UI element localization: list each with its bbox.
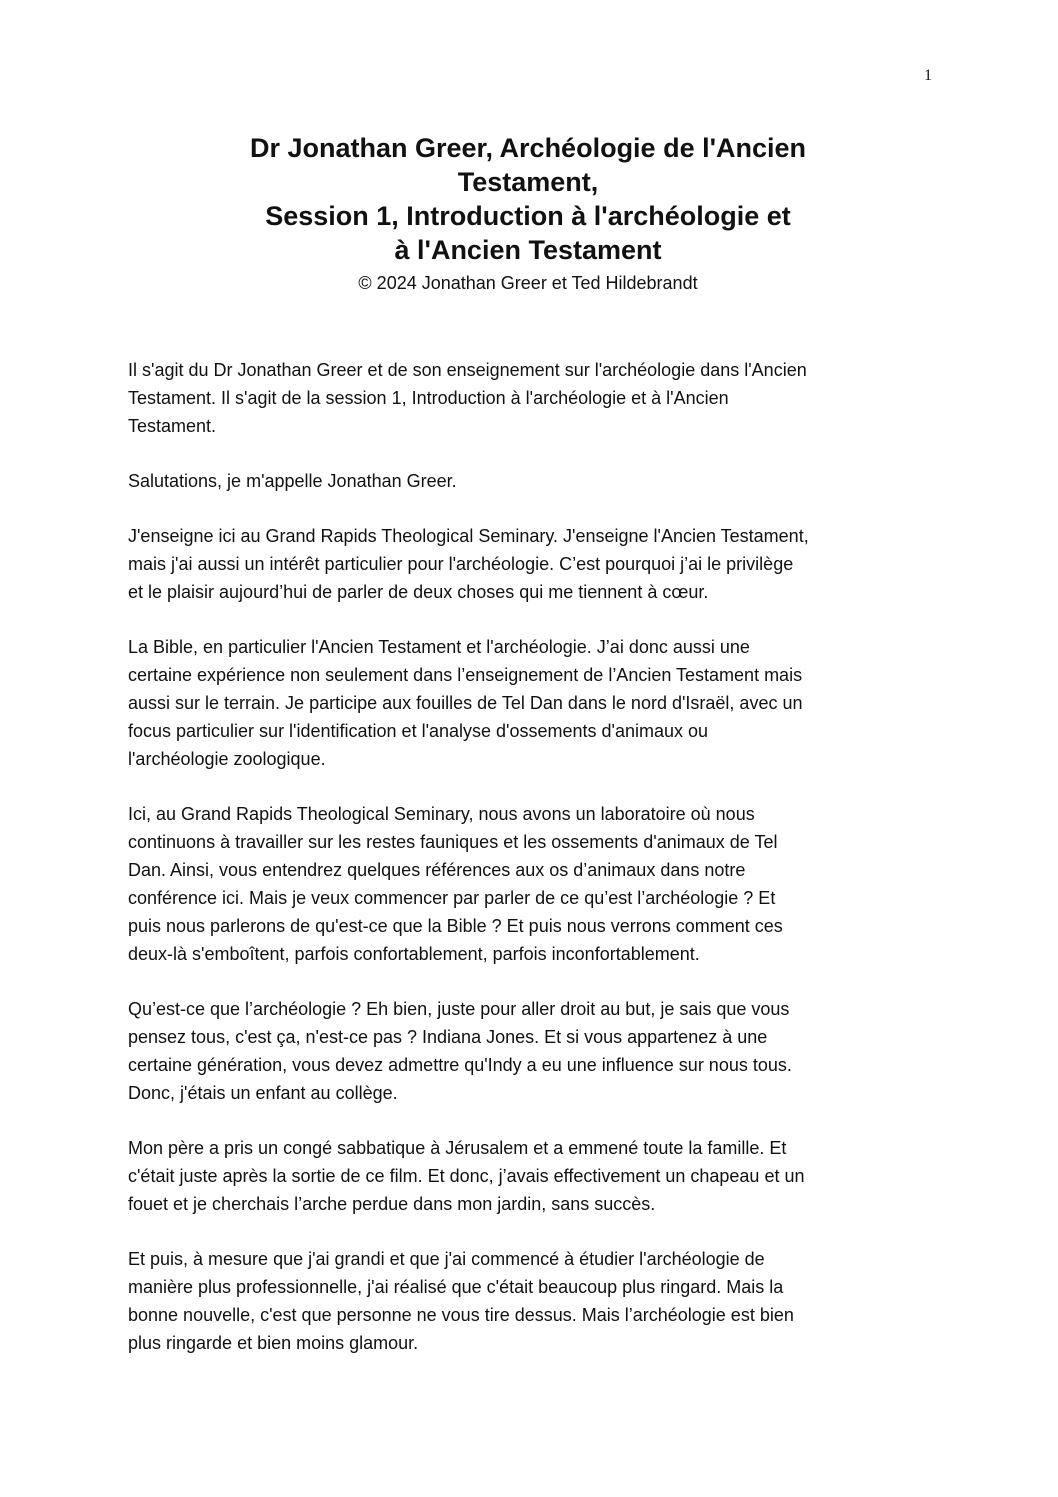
text-line: Qu’est-ce que l’archéologie ? Eh bien, juste pour aller droit au but, je sais que vous (128, 999, 790, 1019)
text-line: Testament. (128, 416, 217, 436)
text-line: aussi sur le terrain. Je participe aux fouilles de Tel Dan dans le nord d'Israël, avec un (128, 693, 803, 713)
text-line: Donc, j'étais un enfant au collège. (128, 1083, 398, 1103)
document-title-line: Session 1, Introduction à l'archéologie et (265, 201, 791, 231)
paragraph-greeting (128, 467, 928, 495)
paragraph-sabbatical (128, 1134, 928, 1218)
text-line: c'était juste après la sortie de ce film. Et donc, j’avais effectivement un chapeau et un (128, 1166, 805, 1186)
paragraph-teaching (128, 522, 928, 606)
text-line: deux-là s'emboîtent, parfois confortablement, parfois inconfortablement. (128, 944, 700, 964)
text-line: certaine expérience non seulement dans l’enseignement de l’Ancien Testament mais (128, 665, 803, 685)
text-line: plus ringarde et bien moins glamour. (128, 1333, 419, 1353)
paragraph-experience (128, 633, 928, 773)
text-line: mais j'ai aussi un intérêt particulier pour l'archéologie. C’est pourquoi j’ai le privilège (128, 554, 794, 574)
document-title-line: Testament, (457, 167, 599, 197)
page-number: 1 (924, 67, 932, 84)
text-line: Et puis, à mesure que j'ai grandi et que j'ai commencé à étudier l'archéologie de (128, 1249, 765, 1269)
text-line: La Bible, en particulier l'Ancien Testament et l'archéologie. J’ai donc aussi une (128, 637, 750, 657)
copyright-notice: © 2024 Jonathan Greer et Ted Hildebrandt (358, 273, 698, 293)
document-body (128, 356, 928, 1384)
document-title-line: à l'Ancien Testament (394, 235, 662, 265)
text-line: et le plaisir aujourd’hui de parler de deux choses qui me tiennent à cœur. (128, 582, 709, 602)
document-title-line: Dr Jonathan Greer, Archéologie de l'Ancien (249, 133, 807, 163)
text-line: manière plus professionnelle, j'ai réalisé que c'était beaucoup plus ringard. Mais la (128, 1277, 784, 1297)
paragraph-indiana-jones (128, 995, 928, 1107)
paragraph-laboratory (128, 800, 928, 968)
document-title-block (128, 131, 928, 295)
text-line: fouet et je cherchais l’arche perdue dans mon jardin, sans succès. (128, 1194, 656, 1214)
text-line: certaine génération, vous devez admettre qu'Indy a eu une influence sur nous tous. (128, 1055, 792, 1075)
text-line: Testament. Il s'agit de la session 1, Introduction à l'archéologie et à l'Ancien (128, 388, 729, 408)
text-line: Salutations, je m'appelle Jonathan Greer. (128, 471, 457, 491)
text-line: Il s'agit du Dr Jonathan Greer et de son enseignement sur l'archéologie dans l'Ancien (128, 360, 807, 380)
text-line: pensez tous, c'est ça, n'est-ce pas ? Indiana Jones. Et si vous appartenez à une (128, 1027, 768, 1047)
paragraph-professional (128, 1245, 928, 1357)
text-line: conférence ici. Mais je veux commencer par parler de ce qu’est l’archéologie ? Et (128, 888, 776, 908)
text-line: bonne nouvelle, c'est que personne ne vous tire dessus. Mais l’archéologie est bien (128, 1305, 794, 1325)
text-line: l'archéologie zoologique. (128, 749, 326, 769)
text-line: J'enseigne ici au Grand Rapids Theological Seminary. J'enseigne l'Ancien Testament, (128, 526, 809, 546)
paragraph-intro (128, 356, 928, 440)
text-line: focus particulier sur l'identification et l'analyse d'ossements d'animaux ou (128, 721, 709, 741)
text-line: Dan. Ainsi, vous entendrez quelques références aux os d’animaux dans notre (128, 860, 746, 880)
text-line: Mon père a pris un congé sabbatique à Jérusalem et a emmené toute la famille. Et (128, 1138, 787, 1158)
text-line: Ici, au Grand Rapids Theological Seminary, nous avons un laboratoire où nous (128, 804, 755, 824)
text-line: puis nous parlerons de qu'est-ce que la Bible ? Et puis nous verrons comment ces (128, 916, 783, 936)
text-line: continuons à travailler sur les restes fauniques et les ossements d'animaux de Tel (128, 832, 778, 852)
